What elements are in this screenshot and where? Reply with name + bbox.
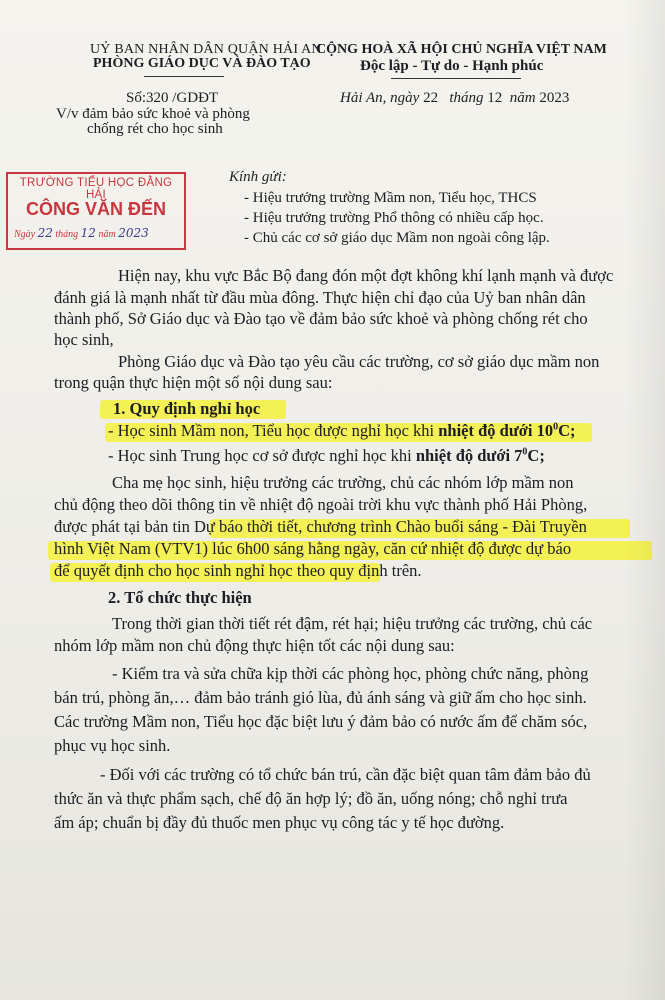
parents-line: hình Việt Nam (VTV1) lúc 6h00 sáng hằng ngày, căn cứ nhiệt độ được dự báo <box>54 539 572 558</box>
org-name-line1: UỶ BAN NHÂN DÂN QUẬN HẢI AN <box>90 42 322 57</box>
stamp-school-name: TRƯỜNG TIỂU HỌC ĐẰNG HẢI <box>19 177 173 201</box>
intro-line: Hiện nay, khu vực Bắc Bộ đang đón một đợt không khí lạnh mạnh và được <box>118 266 614 285</box>
section-2-intro-line: Trong thời gian thời tiết rét đậm, rét hại; hiệu trưởng các trường, chủ các <box>112 614 593 633</box>
section-2-intro-line: nhóm lớp mầm non chủ động thực hiện tốt các nội dung sau: <box>54 636 455 655</box>
degree-mark: 0 <box>522 446 528 458</box>
org-name-line2: PHÒNG GIÁO DỤC VÀ ĐÀO TẠO <box>93 56 311 71</box>
request-line: Phòng Giáo dục và Đào tạo yêu cầu các trường, cơ sở giáo dục mầm non <box>118 352 600 371</box>
parents-text: được phát tại bản tin <box>54 517 195 536</box>
received-stamp <box>6 172 186 250</box>
recipient-item: - Chủ các cơ sở giáo dục Mầm non ngoài công lập. <box>244 230 550 246</box>
intro-line: học sinh, <box>54 330 114 349</box>
section-1-title: 1. Quy định nghỉ học <box>113 399 261 418</box>
greeting: Kính gửi: <box>229 169 287 185</box>
request-line: trong quận thực hiện một số nội dung sau: <box>54 373 333 392</box>
degree-mark: 0 <box>553 421 559 433</box>
rule-threshold: nhiệt độ dưới 7 <box>415 446 523 465</box>
date-day: 22 <box>423 90 439 106</box>
recipient-item: - Hiệu trưởng trường Phổ thông có nhiều cấp học. <box>244 210 544 226</box>
stamp-title: CÔNG VĂN ĐẾN <box>25 199 166 219</box>
date-month-label: tháng <box>449 90 484 106</box>
task-line: thức ăn và thực phẩm sạch, chế độ ăn hợp lý; đồ ăn, uống nóng; chỗ nghỉ trưa <box>54 789 568 808</box>
parents-line: chủ động theo dõi thông tin về nhiệt độ ngoài trời khu vực thành phố Hải Phòng, <box>54 495 588 514</box>
national-motto: Độc lập - Tự do - Hạnh phúc <box>360 58 544 74</box>
recipient-item: - Hiệu trưởng trường Mầm non, Tiểu học, THCS <box>244 190 537 206</box>
stamp-date <box>14 226 149 240</box>
stamp-month: 12 <box>80 226 96 240</box>
rule-preschool-primary <box>108 421 576 441</box>
motto-underline <box>391 78 521 79</box>
rule-text: - Học sinh Mầm non, Tiểu học được nghỉ học khi <box>108 421 439 440</box>
task-line: ấm áp; chuẩn bị đầy đủ thuốc men phục vụ công tác y tế học đường. <box>54 813 505 832</box>
national-title: CỘNG HOÀ XÃ HỘI CHỦ NGHĨA VIỆT NAM <box>316 42 607 57</box>
stamp-month-label: tháng <box>55 229 79 240</box>
section-2-title: 2. Tổ chức thực hiện <box>108 588 252 607</box>
forecast-program: Dự báo thời tiết, chương trình Chào buổi sáng - Đài Truyền <box>194 517 587 536</box>
task-line: - Kiểm tra và sửa chữa kịp thời các phòng học, phòng chức năng, phòng <box>112 664 589 683</box>
date-year-label: năm <box>509 90 536 106</box>
org-underline <box>144 76 224 77</box>
parents-line <box>54 517 587 537</box>
intro-line: thành phố, Sở Giáo dục và Đào tạo về đảm bảo sức khoẻ và phòng chống rét cho <box>54 309 588 328</box>
subject-line-2: chống rét cho học sinh <box>87 121 223 137</box>
parents-line: Cha mẹ học sinh, hiệu trưởng các trường, chủ các nhóm lớp mầm non <box>112 473 574 492</box>
rule-secondary <box>108 446 545 466</box>
rule-unit: C; <box>558 421 576 440</box>
date-month: 12 <box>487 90 503 106</box>
parents-line: để quyết định cho học sinh nghỉ học theo quy định trên. <box>54 561 422 580</box>
task-line: bán trú, phòng ăn,… đảm bảo tránh gió lùa, đủ ánh sáng và giữ ấm cho học sinh. <box>54 688 587 707</box>
rule-text: - Học sinh Trung học cơ sở được nghỉ học khi <box>108 446 416 465</box>
date-prefix: Hải An, ngày <box>340 90 420 106</box>
stamp-year-label: năm <box>98 229 116 240</box>
stamp-date-label: Ngày <box>14 229 36 240</box>
document-number: Số:320 /GDĐT <box>126 90 219 106</box>
stamp-day: 22 <box>37 226 53 240</box>
task-line: Các trường Mầm non, Tiểu học đặc biệt lưu ý đảm bảo có nước ấm để chăm sóc, <box>54 712 588 731</box>
rule-unit: C; <box>527 446 545 465</box>
task-line: - Đối với các trường có tổ chức bán trú, cần đặc biệt quan tâm đảm bảo đủ <box>100 765 591 784</box>
stamp-year: 2023 <box>118 226 149 240</box>
subject-line-1: V/v đảm bảo sức khoẻ và phòng <box>56 106 250 122</box>
date-year: 2023 <box>539 90 570 106</box>
intro-line: đánh giá là mạnh nhất từ đầu mùa đông. Thực hiện chỉ đạo của Uỷ ban nhân dân <box>54 288 586 307</box>
task-line: phục vụ học sinh. <box>54 736 171 755</box>
rule-threshold: nhiệt độ dưới 10 <box>438 421 554 440</box>
issue-date <box>340 90 569 107</box>
